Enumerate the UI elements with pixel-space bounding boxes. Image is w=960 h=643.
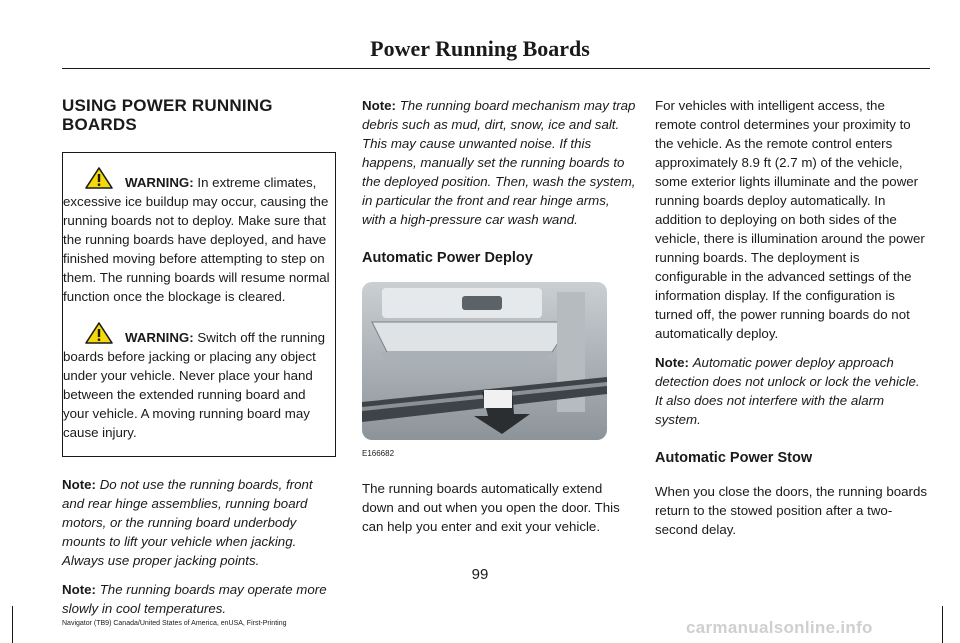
note-label: Note: xyxy=(655,355,689,370)
note-1 xyxy=(62,475,336,570)
stow-paragraph: When you close the doors, the running boards return to the stowed position after a two-second delay. xyxy=(655,484,928,537)
note-text: Automatic power deploy approach detection does not unlock or lock the vehicle. It also does not interfere with the alarm system. xyxy=(655,355,920,427)
note-label: Note: xyxy=(362,98,396,113)
column-2 xyxy=(362,96,636,546)
warning-1 xyxy=(63,167,335,306)
column-3 xyxy=(655,96,929,549)
intelligent-access-paragraph: For vehicles with intelligent access, the remote control determines your proximity to the vehicle. As the remote control enters approximately 8.9 ft (2.7 m) of the vehicle, some exterior lights illuminate and the power running boards deploy automatically. In addition to deploying on both sides of the vehicle, there is illumination around the power running boards. The deployment is configurable in the advanced settings of the information display. If the configuration is turned off, the power running boards do not automatically deploy. xyxy=(655,98,925,341)
deploy-paragraph: The running boards automatically extend down and out when you open the door. This can help you enter and exit your vehicle. xyxy=(362,481,620,534)
warning-label: WARNING: xyxy=(125,175,194,190)
figure-code: E166682 xyxy=(362,449,395,458)
crop-mark xyxy=(12,606,13,643)
note-text: The running board mechanism may trap debris such as mud, dirt, snow, ice and salt. This may cause unwanted noise. If this happens, manually set the running boards to the deployed position. Then, wash the system, in particular the front and rear hinge arms, with a high-pressure car wash wand. xyxy=(362,98,636,227)
subheading-deploy: Automatic Power Deploy xyxy=(362,250,533,266)
section-heading: USING POWER RUNNING BOARDS xyxy=(62,96,273,134)
watermark: carmanualsonline.info xyxy=(686,618,873,637)
note-label: Note: xyxy=(62,582,96,597)
note-4 xyxy=(655,353,929,429)
footer-text: Navigator (TB9) Canada/United States of America, enUSA, First-Printing xyxy=(62,620,287,627)
running-board-illustration xyxy=(362,282,607,440)
note-label: Note: xyxy=(62,477,96,492)
page-header-title: Power Running Boards xyxy=(370,36,590,61)
warning-label: WARNING: xyxy=(125,330,194,345)
note-3 xyxy=(362,96,636,229)
page-number: 99 xyxy=(471,566,489,583)
subheading-stow: Automatic Power Stow xyxy=(655,450,813,466)
note-2 xyxy=(62,580,336,618)
warning-triangle-icon xyxy=(85,167,113,189)
crop-mark xyxy=(942,606,943,643)
warning-text: In extreme climates, excessive ice buildup may occur, causing the running boards not to deploy. Make sure that the running boards have deployed, and have finished moving before attempting to step on them. The running boards will resume normal function once the blockage is cleared. xyxy=(63,175,330,304)
header-rule xyxy=(62,68,930,69)
note-text: Do not use the running boards, front and rear hinge assemblies, running board motors, or the running board underbody mounts to lift your vehicle when jacking. Always use proper jacking points. xyxy=(62,477,313,568)
note-text: The running boards may operate more slowly in cool temperatures. xyxy=(62,582,327,616)
warning-text: Switch off the running boards before jacking or placing any object under your vehicle. Never place your hand between the extended running board and your vehicle. A moving running board may cause injury. xyxy=(63,330,326,440)
warning-2 xyxy=(63,322,335,442)
column-1 xyxy=(62,96,336,628)
warning-box xyxy=(62,152,336,457)
warning-triangle-icon xyxy=(85,322,113,344)
